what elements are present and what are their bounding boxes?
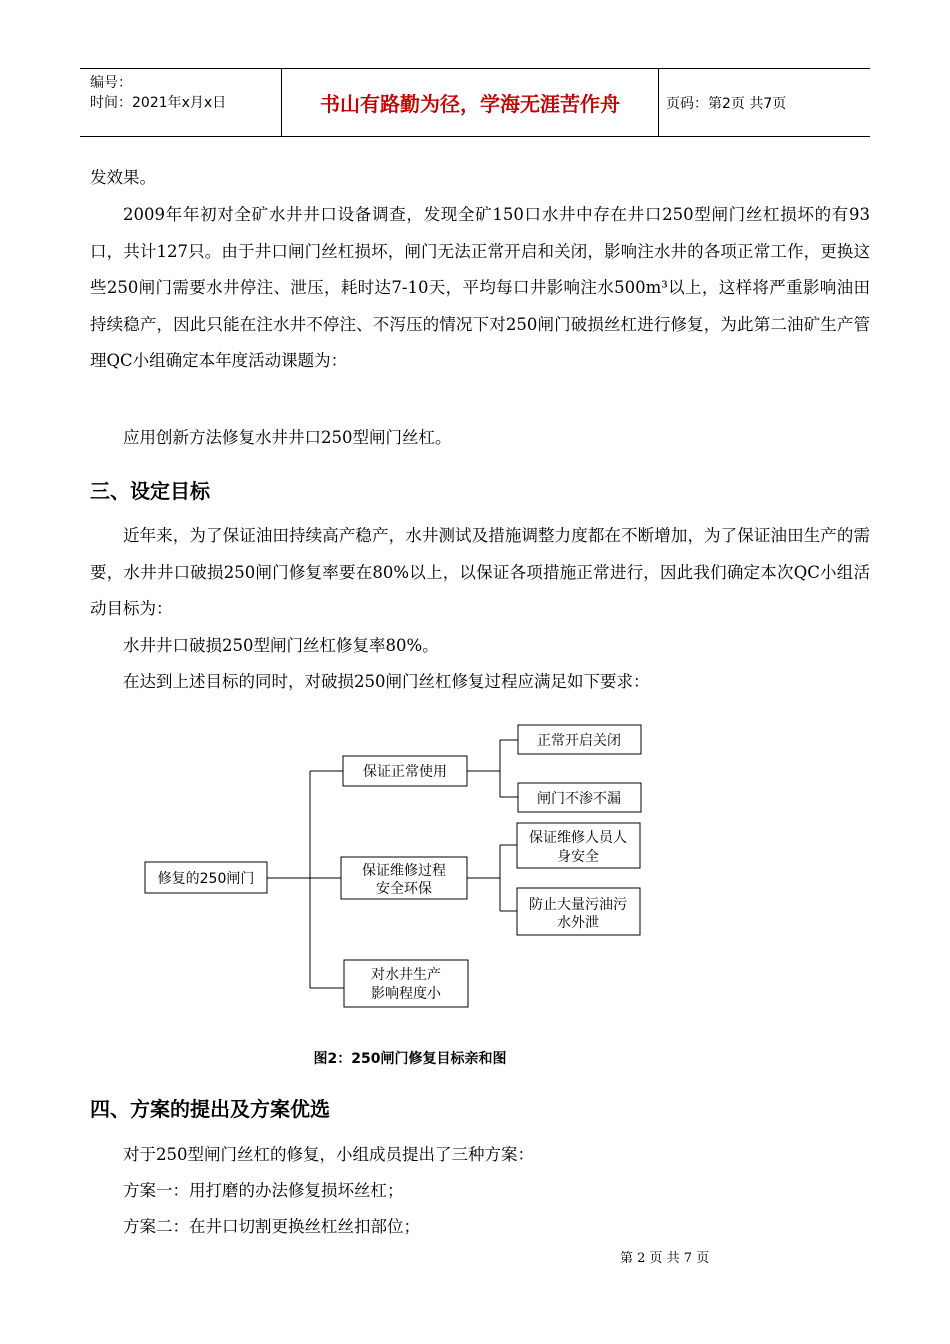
root-label: 修复的250闸门 bbox=[157, 871, 255, 887]
branch-2-leaf-2-label-1: 防止大量污油污 bbox=[529, 897, 627, 913]
branch-1-leaf-2-label: 闸门不渗不漏 bbox=[537, 791, 621, 807]
branch-2-leaf-1-label-2: 身安全 bbox=[557, 849, 599, 865]
section-4-title: 四、方案的提出及方案优选 bbox=[90, 1097, 330, 1121]
paragraph-3: 应用创新方法修复水井井口250型闸门丝杠。 bbox=[123, 428, 452, 447]
branch-3-label-2: 影响程度小 bbox=[371, 986, 441, 1002]
header-number: 编号： bbox=[90, 75, 132, 91]
branch-1-label: 保证正常使用 bbox=[363, 764, 447, 780]
paragraph-8: 方案一：用打磨的办法修复损坏丝杠； bbox=[123, 1181, 404, 1200]
branch-2-leaf-1-label-1: 保证维修人员人 bbox=[529, 830, 627, 846]
branch-2-label-1: 保证维修过程 bbox=[362, 863, 446, 879]
branch-3-label-1: 对水井生产 bbox=[371, 967, 441, 983]
section-3-title: 三、设定目标 bbox=[90, 479, 210, 503]
header-motto: 书山有路勤为径，学海无涯苦作舟 bbox=[281, 69, 659, 136]
paragraph-1: 发效果。 bbox=[90, 168, 156, 187]
paragraph-2: 2009年年初对全矿水井井口设备调查，发现全矿150口水井中存在井口250型闸门丝杠损坏的有93口，共计127只。由于井口闸门丝杠损坏，闸门无法正常开启和关闭，影响注水井的各项正常工作，更换这些250闸门需要水井停注、泄压，耗时达7-10天，平均每口井影响注水500m³以上，这样将严重影响油田持续稳产，因此只能在注水井不停注、不泻压的情况下对250闸门破损丝杠进行修复，为此第二油矿生产管理QC小组确定本年度活动课题为： bbox=[90, 205, 870, 370]
page-footer: 第 2 页 共 7 页 bbox=[620, 1251, 710, 1266]
paragraph-4: 近年来，为了保证油田持续高产稳产，水井测试及措施调整力度都在不断增加，为了保证油田生产的需要，水井井口破损250闸门修复率要在80%以上，以保证各项措施正常进行，因此我们确定本次QC小组活动目标为： bbox=[90, 526, 870, 618]
header-page-info: 页码：第2页 共7页 bbox=[666, 96, 787, 112]
paragraph-9: 方案二：在井口切割更换丝杠丝扣部位； bbox=[123, 1217, 420, 1236]
branch-1-leaf-1-label: 正常开启关闭 bbox=[537, 733, 621, 749]
paragraph-5: 水井井口破损250型闸门丝杠修复率80%。 bbox=[123, 636, 439, 655]
branch-2-leaf-2-label-2: 水外泄 bbox=[557, 915, 599, 931]
branch-2-label-2: 安全环保 bbox=[376, 881, 432, 897]
paragraph-6: 在达到上述目标的同时，对破损250闸门丝杠修复过程应满足如下要求： bbox=[123, 672, 650, 691]
figure-caption: 图2：250闸门修复目标亲和图 bbox=[313, 1051, 507, 1067]
header-time: 时间：2021年x月x日 bbox=[90, 95, 227, 111]
paragraph-7: 对于250型闸门丝杠的修复，小组成员提出了三种方案： bbox=[123, 1145, 534, 1164]
